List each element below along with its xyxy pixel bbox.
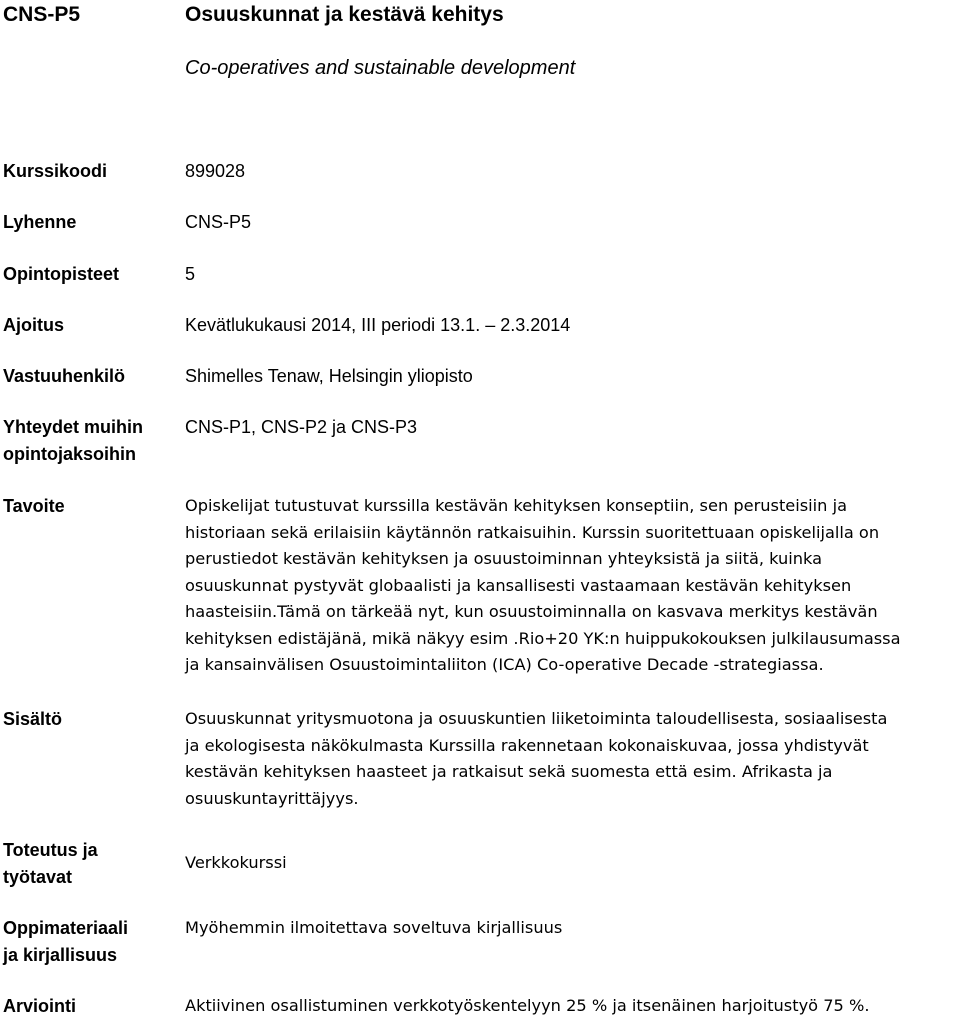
value-sisalto	[185, 706, 955, 812]
label-toteutus	[3, 837, 98, 891]
value-vastuuhenkilo: Shimelles Tenaw, Helsingin yliopisto	[185, 366, 473, 386]
value-oppimateriaali: Myöhemmin ilmoitettava soveltuva kirjallisuus	[185, 918, 563, 937]
label-toteutus-line-2: työtavat	[3, 867, 73, 887]
tavoite-line: perustiedot kestävän kehityksen ja osuustoiminnan yhteyksistä ja siitä, kuinka	[185, 549, 823, 568]
label-yhteydet-line-1: Yhteydet muihin	[3, 417, 144, 437]
course-code-heading: CNS-P5	[3, 3, 81, 26]
value-ajoitus: Kevätlukukausi 2014, III periodi 13.1. – 2.3.2014	[185, 315, 571, 335]
label-oppimateriaali-line-2: ja kirjallisuus	[3, 945, 118, 965]
sisalto-line: ja ekologisesta näkökulmasta Kurssilla rakennetaan kokonaiskuvaa, jossa yhdistyvät	[185, 735, 869, 755]
label-kurssikoodi: Kurssikoodi	[3, 161, 108, 181]
tavoite-line: osuuskunnat pystyvät globaalisti ja kansallisesti vastaamaan kestävän kehityksen	[185, 575, 852, 595]
value-tavoite	[185, 493, 955, 679]
label-yhteydet-line-2: opintojaksoihin	[3, 444, 136, 464]
label-arviointi: Arviointi	[3, 996, 77, 1016]
value-toteutus: Verkkokurssi	[185, 853, 287, 872]
course-subtitle: Co-operatives and sustainable development	[185, 57, 576, 79]
label-tavoite: Tavoite	[3, 496, 65, 516]
label-oppimateriaali-line-1: Oppimateriaali	[3, 918, 129, 938]
value-lyhenne: CNS-P5	[185, 212, 252, 232]
label-opintopisteet: Opintopisteet	[3, 264, 119, 284]
sisalto-line: osuuskuntayrittäjyys.	[185, 788, 359, 808]
value-kurssikoodi: 899028	[185, 161, 246, 181]
tavoite-line: ja kansainvälisen Osuustoimintaliiton (ICA) Co-operative Decade -strategiassa.	[185, 655, 824, 674]
label-yhteydet	[3, 414, 143, 468]
label-sisalto: Sisältö	[3, 709, 63, 729]
course-title: Osuuskunnat ja kestävä kehitys	[185, 3, 504, 26]
value-yhteydet: CNS-P1, CNS-P2 ja CNS-P3	[185, 417, 418, 437]
sisalto-line: Osuuskunnat yritysmuotona ja osuuskuntien liiketoiminta taloudellisesta, sosiaalisesta	[185, 709, 888, 728]
sisalto-line: kestävän kehityksen haasteet ja ratkaisut sekä suomesta että esim. Afrikasta ja	[185, 762, 833, 781]
label-lyhenne: Lyhenne	[3, 212, 77, 232]
tavoite-line: haasteisiin.Tämä on tärkeää nyt, kun osuustoiminnalla on kasvava merkitys kestävän	[185, 602, 878, 621]
tavoite-line: kehityksen edistäjänä, mikä näkyy esim .Rio+20 YK:n huippukokouksen julkilausumassa	[185, 628, 901, 648]
tavoite-line: historiaan sekä erilaisiin käytännön ratkaisuihin. Kurssin suoritettuaan opiskelijalla on	[185, 522, 880, 542]
label-ajoitus: Ajoitus	[3, 315, 64, 335]
label-toteutus-line-1: Toteutus ja	[3, 840, 98, 860]
value-arviointi: Aktiivinen osallistuminen verkkotyöskentelyyn 25 % ja itsenäinen harjoitustyö 75 %.	[185, 996, 870, 1015]
value-opintopisteet: 5	[185, 264, 196, 284]
label-oppimateriaali	[3, 915, 128, 969]
tavoite-line: Opiskelijat tutustuvat kurssilla kestävän kehityksen konseptiin, sen perusteisiin ja	[185, 496, 847, 515]
label-vastuuhenkilo: Vastuuhenkilö	[3, 366, 126, 386]
